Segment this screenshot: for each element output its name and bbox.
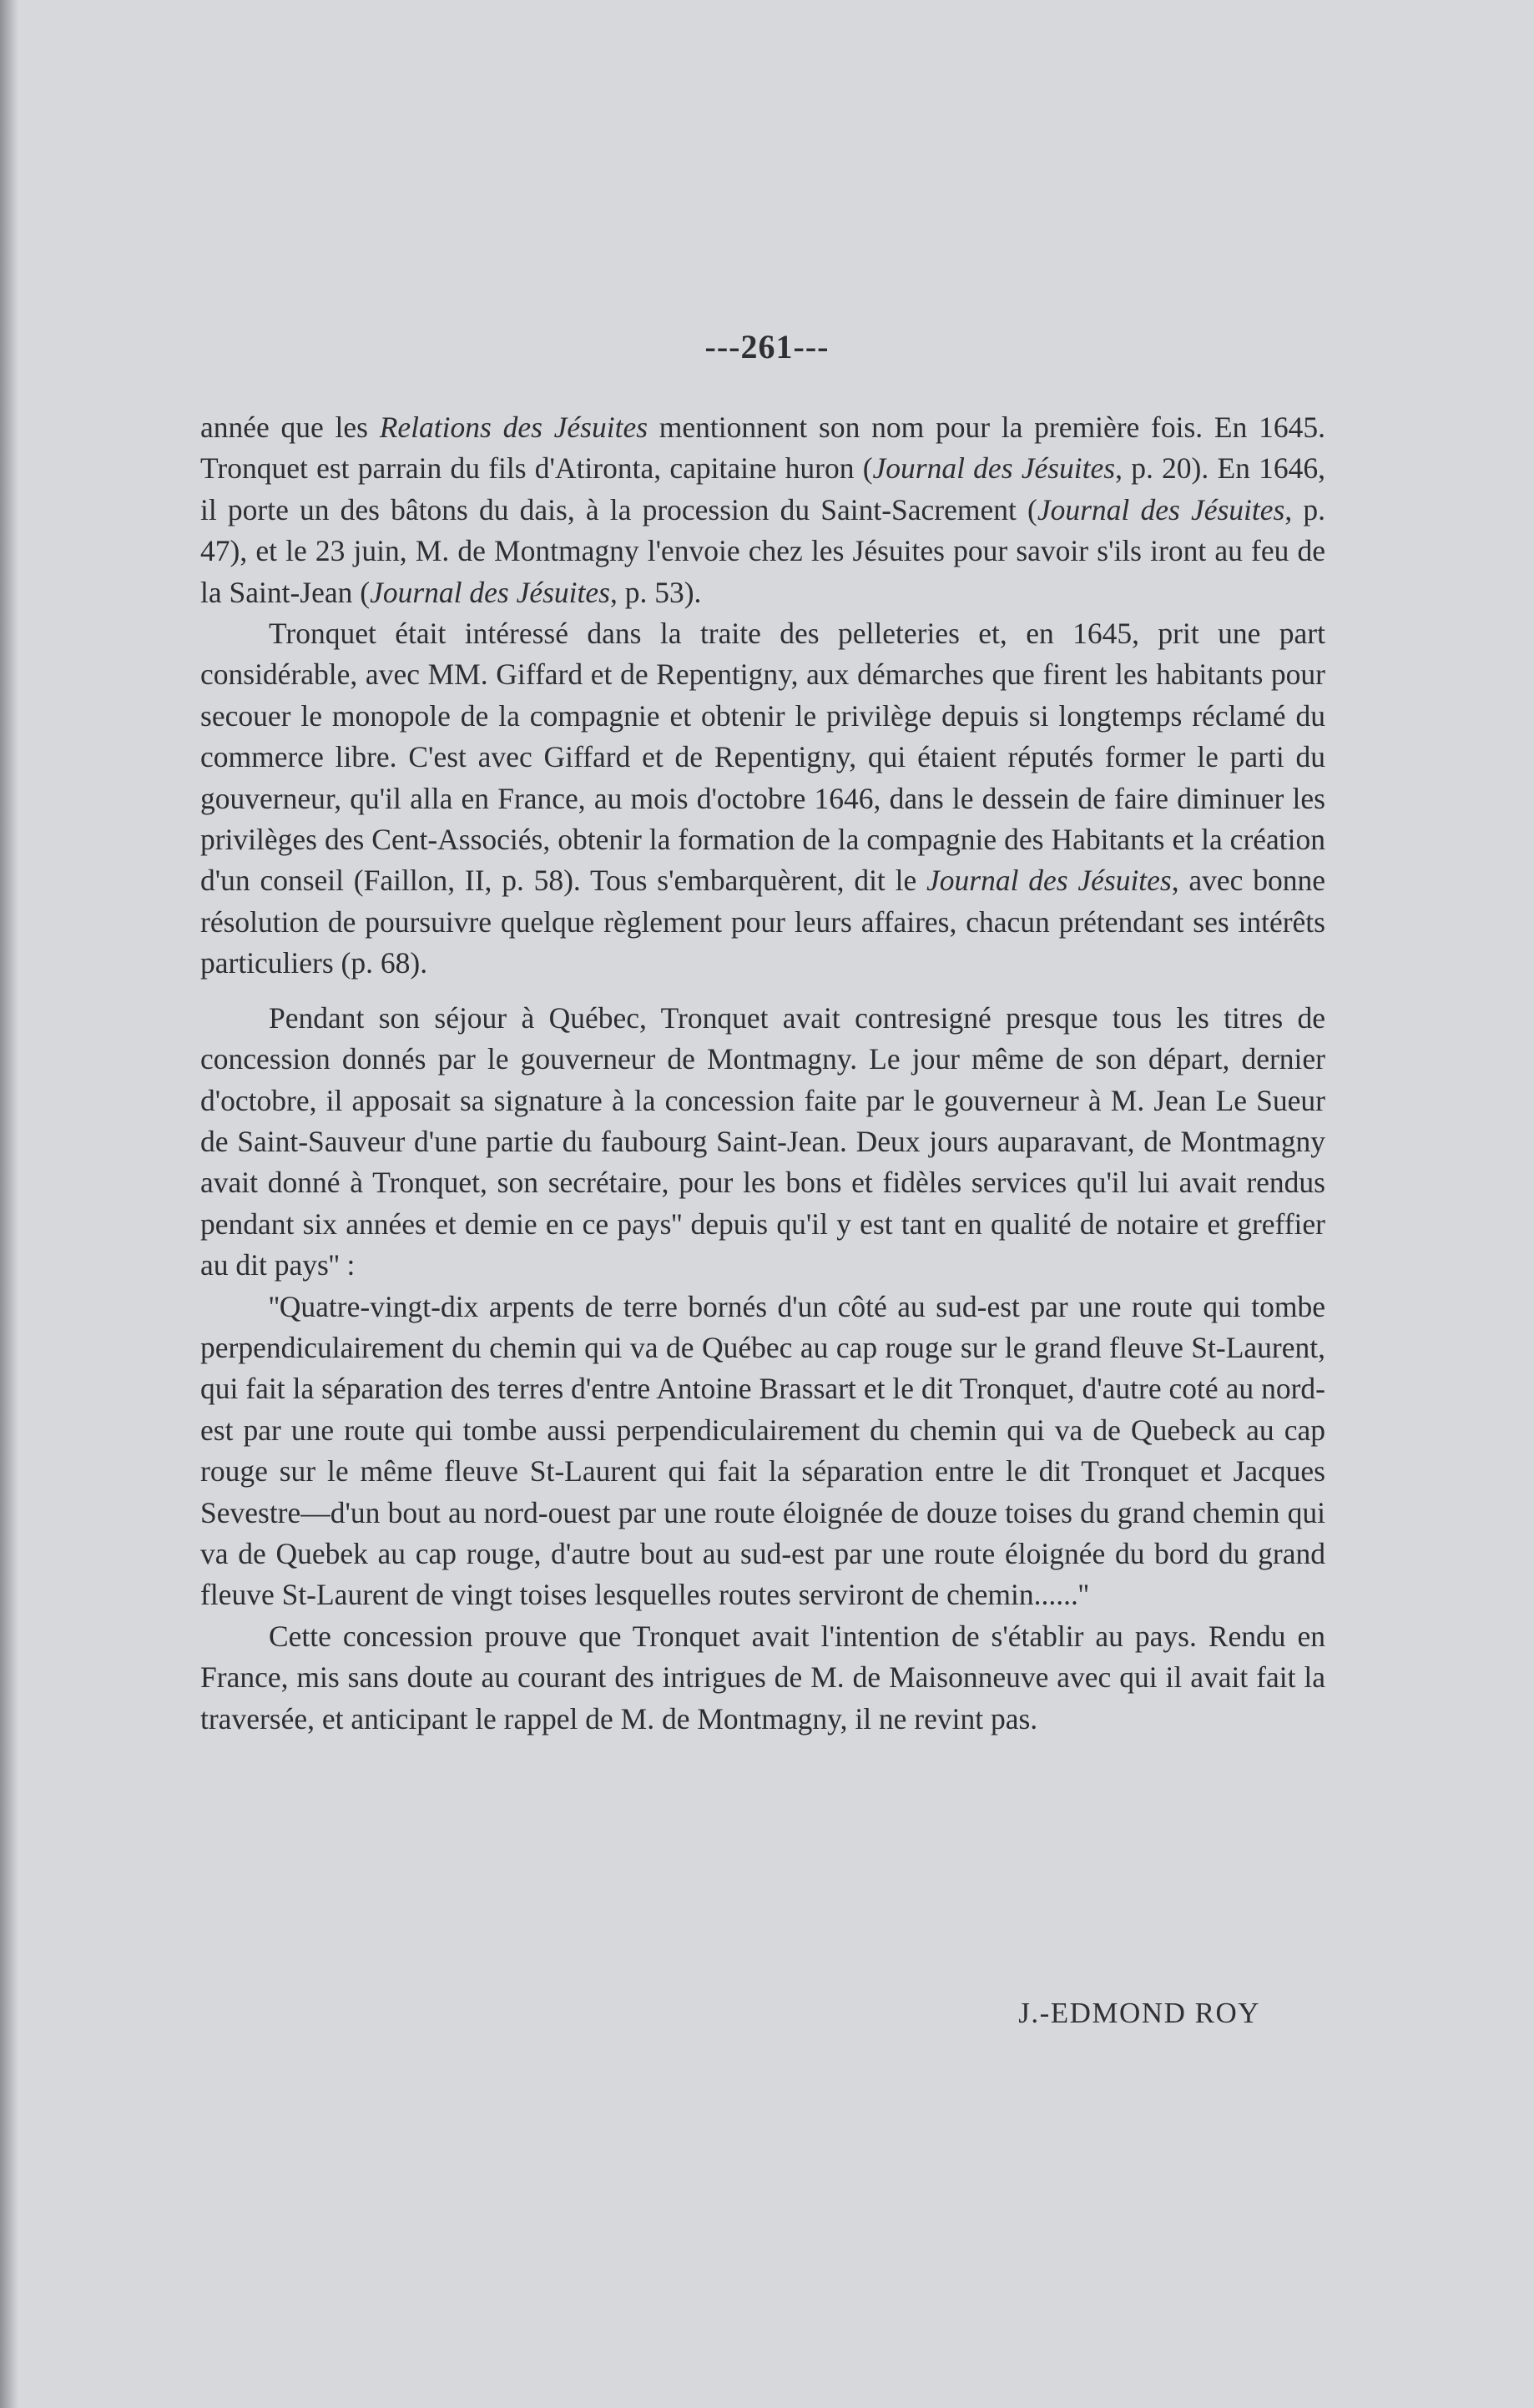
italic-title: Relations des Jésuites bbox=[379, 411, 648, 444]
italic-title: Journal des Jésuites bbox=[1037, 492, 1285, 526]
text-segment: , p. 47), et le 23 juin, M. de Montmagny l'envoie chez les Jésuites pour savoir s'ils iront au feu de la Saint-Jean ( bbox=[200, 492, 1325, 609]
page-number: ---261--- bbox=[704, 328, 830, 365]
paragraph-4-quotation bbox=[200, 1287, 1325, 1616]
text-segment: , p. 20). En 1646, il porte un des bâtons du dais, à la procession du Saint-Sacrement ( bbox=[200, 451, 1325, 526]
paragraph-5 bbox=[200, 1616, 1325, 1740]
text-segment: année que les bbox=[200, 411, 380, 444]
text-segment: , avec bonne résolution de poursuivre quelque règlement pour leurs affaires, chacun prétendant ses intérêts particuliers (p. 68). bbox=[200, 864, 1325, 980]
body-text bbox=[200, 407, 1325, 1740]
paragraph-2 bbox=[200, 613, 1325, 985]
paragraph-3 bbox=[200, 998, 1325, 1287]
italic-title: Journal des Jésuites bbox=[872, 451, 1116, 486]
text-segment: mentionnent son nom pour la première fois. En 1645. Tronquet est parrain du fils d'Atironta, capitaine huron ( bbox=[200, 411, 1325, 486]
paragraph-1 bbox=[200, 407, 1325, 613]
text-segment: Tronquet était intéressé dans la traite des pelleteries et, en 1645, prit une part considérable, avec MM. Giffard et de Repentigny, aux démarches que firent les habitants pour secouer le monopole de la compagnie et obtenir le privilège depuis si longtemps réclamé du commerce libre. C'est avec Giffard et de Repentigny, qui étaient réputés former le parti du gouverneur, qu'il alla en France, au mois d'octobre 1646, dans le dessein de faire diminuer les privilèges des Cent-Associés, obtenir la formation de la compagnie des Habitants et la création d'un conseil (Faillon, II, p. 58). Tous s'embarquèrent, dit le bbox=[200, 617, 1325, 898]
text-segment: ''Quatre-vingt-dix arpents de terre bornés d'un côté au sud-est par une route qui tombe perpendiculairement du chemin qui va de Québec au cap rouge sur le grand fleuve St-Laurent, qui fait la séparation des terres d'entre Antoine Brassart et le dit Tronquet, d'autre coté au nord-est par une route qui tombe aussi perpendiculairement du chemin qui va de Quebeck au cap rouge sur le même fleuve St-Laurent qui fait la séparation entre le dit Tronquet et Jacques Sevestre—d'un bout au nord-ouest par une route éloignée de douze toises du grand chemin qui va de Quebek au cap rouge, d'autre bout au sud-est par une route éloignée du bord du grand fleuve St-Laurent de vingt toises lesquelles routes serviront de chemin......'' bbox=[200, 1289, 1325, 1612]
author-signature: J.-EDMOND ROY bbox=[1018, 1997, 1260, 2029]
italic-title: Journal des Jésuites bbox=[370, 575, 610, 609]
italic-title: Journal des Jésuites bbox=[926, 864, 1172, 898]
text-segment: , p. 53). bbox=[609, 575, 702, 609]
text-segment: Pendant son séjour à Québec, Tronquet avait contresigné presque tous les titres de concession donnés par le gouverneur de Montmagny. Le jour même de son départ, dernier d'octobre, il apposait sa signature à la concession faite par le gouverneur à M. Jean Le Sueur de Saint-Sauveur d'une partie du faubourg Saint-Jean. Deux jours auparavant, de Montmagny avait donné à Tronquet, son secrétaire, pour les bons et fidèles services qu'il lui avait rendus pendant six années et demie en ce pays'' depuis qu'il y est tant en qualité de notaire et greffier au dit pays'' : bbox=[200, 1000, 1325, 1282]
text-segment: Cette concession prouve que Tronquet avait l'intention de s'établir au pays. Rendu en France, mis sans doute au courant des intrigues de M. de Maisonneuve avec qui il avait fait la traversée, et anticipant le rappel de M. de Montmagny, il ne revint pas. bbox=[200, 1619, 1325, 1735]
